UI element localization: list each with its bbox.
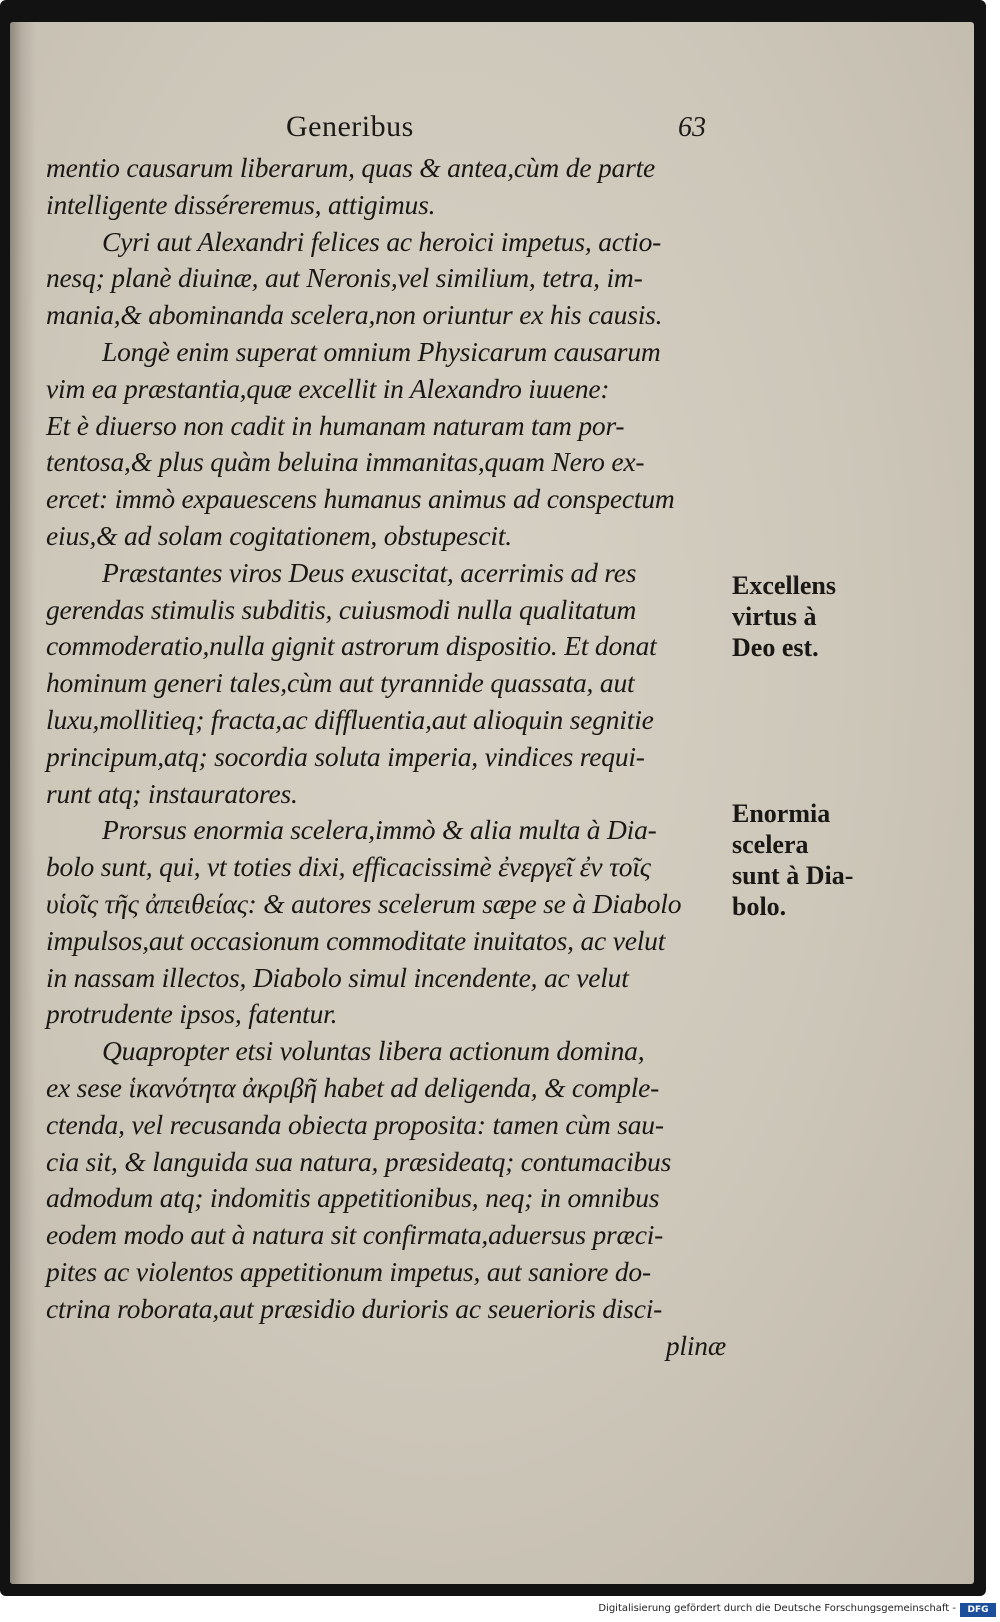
marginal-note-line: scelera	[732, 830, 809, 859]
text-line: υἱοῖς τῆς ἀπειθείας: & autores scelerum sæpe se à Diabolo	[46, 887, 682, 919]
text-line: eius,& ad solam cogitationem, obstupescit.	[46, 519, 512, 551]
page-number: 63	[678, 112, 706, 143]
text-line: protrudente ipsos, fatentur.	[46, 998, 338, 1030]
running-head: Generibus	[286, 110, 414, 143]
footer-credit: Digitalisierung gefördert durch die Deutsche Forschungsgemeinschaft -	[598, 1603, 956, 1614]
text-line: ctrina roborata,aut præsidio durioris ac seuerioris disci-	[46, 1292, 663, 1324]
text-line: gerendas stimulis subditis, cuiusmodi nulla qualitatum	[46, 593, 637, 625]
text-line: luxu,mollitieq; fracta,ac diffluentia,aut alioquin segnitie	[46, 703, 654, 735]
text-line: runt atq; instauratores.	[46, 777, 298, 809]
text-line: pites ac violentos appetitionum impetus, aut saniore do-	[46, 1255, 651, 1287]
text-line: principum,atq; socordia soluta imperia, vindices requi-	[46, 740, 645, 772]
marginal-note-enormity	[732, 798, 972, 922]
dfg-logo-icon: DFG	[960, 1603, 996, 1617]
text-line: in nassam illectos, Diabolo simul incendente, ac velut	[46, 961, 629, 993]
text-line: impulsos,aut occasionum commoditate inuitatos, ac velut	[46, 924, 666, 956]
text-line: ctenda, vel recusanda obiecta proposita: tamen cùm sau-	[46, 1108, 664, 1140]
text-line: Cyri aut Alexandri felices ac heroici impetus, actio-	[102, 225, 662, 257]
marginal-note-line: Excellens	[732, 571, 836, 600]
text-line: admodum atq; indomitis appetitionibus, neq; in omnibus	[46, 1182, 660, 1214]
text-line: Et è diuerso non cadit in humanam naturam tam por-	[46, 409, 625, 441]
text-line: nesq; planè diuinæ, aut Neronis,vel similium, tetra, im-	[46, 262, 643, 294]
text-line: commoderatio,nulla gignit astrorum dispositio. Et donat	[46, 630, 657, 662]
text-line: hominum generi tales,cùm aut tyrannide quassata, aut	[46, 667, 635, 699]
text-line: vim ea præstantia,quæ excellit in Alexandro iuuene:	[46, 372, 610, 404]
page-gutter-shadow	[10, 22, 36, 1584]
text-line: mania,& abominanda scelera,non oriuntur ex his causis.	[46, 299, 663, 331]
text-line: cia sit, & languida sua natura, præsideatq; contumacibus	[46, 1145, 672, 1177]
footer-bar	[0, 1600, 1000, 1622]
marginal-note-line: virtus à	[732, 602, 817, 631]
text-line: Præstantes viros Deus exuscitat, acerrimis ad res	[102, 556, 637, 588]
text-line: Longè enim superat omnium Physicarum causarum	[102, 335, 661, 367]
text-line: Prorsus enormia scelera,immò & alia multa à Dia-	[102, 814, 657, 846]
marginal-note-line: bolo.	[732, 892, 787, 921]
marginal-note-line: Enormia	[732, 799, 831, 828]
text-line: bolo sunt, qui, vt toties dixi, efficacissimè ἐνεργεῖ ἐν τοῖς	[46, 851, 651, 883]
marginal-note-excellence	[732, 570, 972, 663]
text-line: intelligente disséreremus, attigimus.	[46, 188, 436, 220]
catchword: plinæ	[665, 1329, 726, 1361]
main-text-block	[46, 150, 736, 1364]
text-line: Quapropter etsi voluntas libera actionum domina,	[102, 1035, 645, 1067]
text-line: mentio causarum liberarum, quas & antea,cùm de parte	[46, 152, 656, 183]
marginal-note-line: Deo est.	[732, 633, 819, 662]
text-line: tentosa,& plus quàm beluina immanitas,quam Nero ex-	[46, 446, 645, 478]
text-line: eodem modo aut à natura sit confirmata,aduersus præci-	[46, 1219, 664, 1251]
book-page	[10, 22, 974, 1584]
text-line: ercet: immò expauescens humanus animus ad conspectum	[46, 483, 675, 515]
marginal-note-line: sunt à Dia-	[732, 861, 854, 890]
text-line: ex sese ἱκανότητα ἀκριβῆ habet ad deligenda, & comple-	[46, 1071, 660, 1103]
